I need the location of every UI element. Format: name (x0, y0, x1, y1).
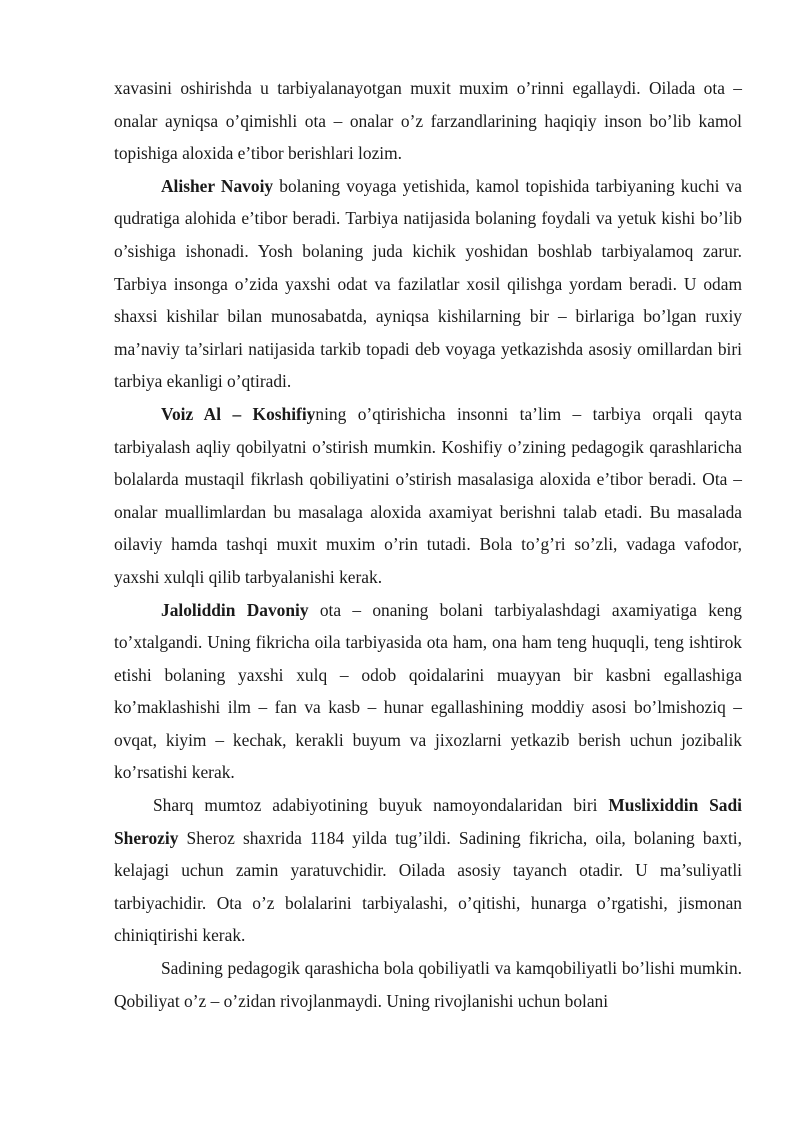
paragraph-sadi-pedagogy (114, 952, 742, 1017)
paragraph-text-before: Sharq mumtoz adabiyotining buyuk namoyondalaridan biri (153, 795, 609, 816)
paragraph-text: xavasini oshirishda u tarbiyalanayotgan muxit muxim o’rinni egallaydi. Oilada ota – onalar ayniqsa o’qimishli ota – onalar o’z farzandlarining haqiqiy inson bo’lib kamol topishiga aloxida e’tibor berishlari lozim. (114, 78, 742, 164)
paragraph-intro-continuation (114, 72, 742, 170)
document-page (114, 72, 742, 1017)
paragraph-text: bolaning voyaga yetishida, kamol topishida tarbiyaning kuchi va qudratiga alohida e’tibor beradi. Tarbiya natijasida bolaning foydali va yetuk kishi bo’lib o’sishiga ishonadi. Yosh bolaning juda kichik yoshidan boshlab tarbiyalamoq zarur. Tarbiya insonga o’zida yaxshi odat va fazilatlar xosil qilishga yordam beradi. U odam shaxsi kishilar bilan munosabatda, ayniqsa kishilarning bir – birlariga bo’lgan ruxiy ma’naviy ta’sirlari natijasida tarkib topadi deb voyaga yetkazishda asosiy omillardan biri tarbiya ekanligi o’qtiradi. (114, 175, 742, 392)
name-jaloliddin-davoniy: Jaloliddin Davoniy (161, 599, 309, 620)
paragraph-alisher-navoiy (114, 170, 742, 398)
paragraph-text: ning o’qtirishicha insonni ta’lim – tarbiya orqali qayta tarbiyalash aqliy qobilyatni o’stirish mumkin. Koshifiy o’zining pedagogik qarashlaricha bolalarda mustaqil fikrlash qobiliyatini o’stirish masalasiga aloxida e’tibor beradi. Ota – onalar muallimlardan bu masalaga aloxida axamiyat berishni talab etadi. Bu masalada oilaviy hamda tashqi muxit muxim o’rin tutadi. Bola to’g’ri so’zli, vadaga vafodor, yaxshi xulqli qilib tarbyalanishi kerak. (114, 403, 742, 587)
paragraph-text: ota – onaning bolani tarbiyalashdagi axamiyatiga keng to’xtalgandi. Uning fikricha oila tarbiyasida ota ham, ona ham teng huquqli, teng ishtirok etishi bolaning yaxshi xulq – odob qoidalarini muayyan bir kasbni egallashiga ko’maklashishi ilm – fan va kasb – hunar egallashining moddiy asosi bo’lmishoziq – ovqat, kiyim – kechak, kerakli buyum va jixozlarni yetkazib berish uchun jozibalik ko’rsatishi kerak. (114, 599, 742, 783)
name-sadi-sheroziy: Muslixiddin Sadi Sheroziy (114, 795, 742, 848)
paragraph-jaloliddin-davoniy (114, 594, 742, 790)
paragraph-voiz-koshifiy (114, 398, 742, 594)
paragraph-sadi-sheroziy (114, 789, 742, 952)
name-voiz-koshifiy: Voiz Al – Koshifiy (161, 403, 316, 424)
paragraph-text: Sheroz shaxrida 1184 yilda tug’ildi. Sadining fikricha, oila, bolaning baxti, kelajagi uchun zamin yaratuvchidir. Oilada asosiy tayanch otadir. U ma’suliyatli tarbiyachidir. Ota o’z bolalarini tarbiyalashi, o’qitishi, hunarga o’rgatishi, jismonan chiniqtirishi kerak. (114, 827, 742, 946)
paragraph-text: Sadining pedagogik qarashicha bola qobiliyatli va kamqobiliyatli bo’lishi mumkin. Qobiliyat o’z – o’zidan rivojlanmaydi. Uning rivojlanishi uchun bolani (114, 958, 742, 1011)
name-alisher-navoiy: Alisher Navoiy (161, 175, 274, 196)
